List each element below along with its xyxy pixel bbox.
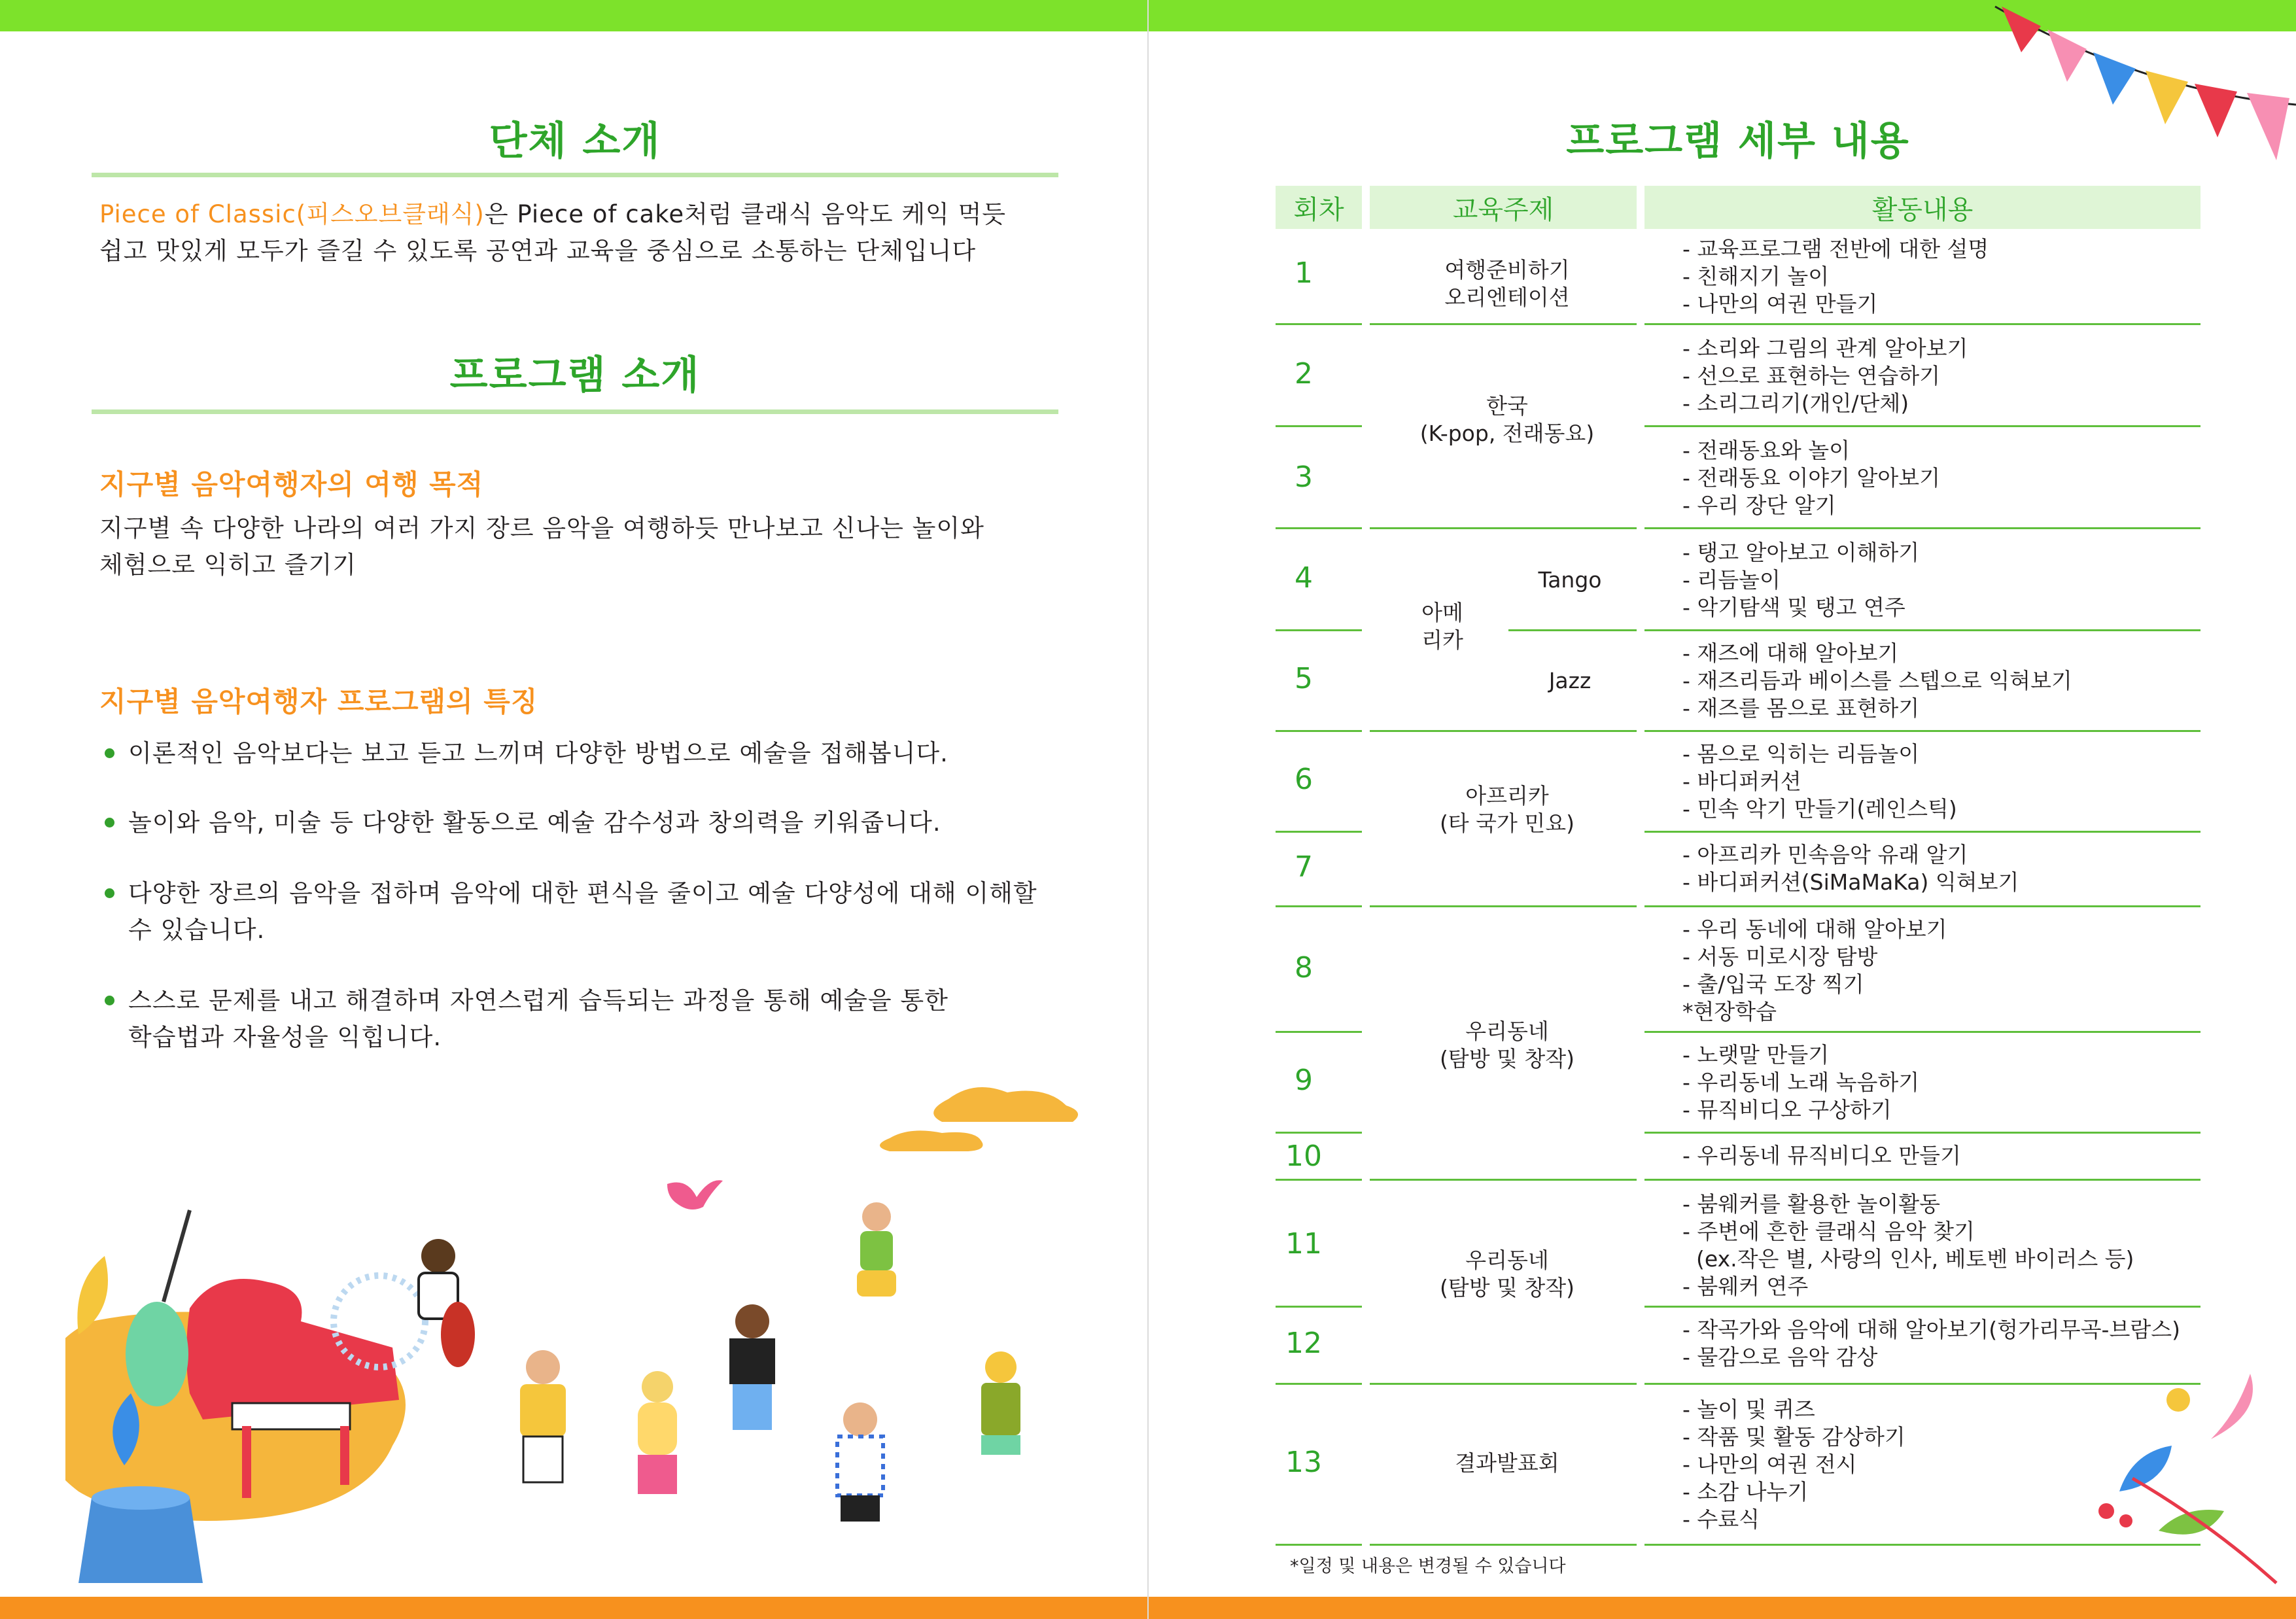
feature-text-cont: 수 있습니다.	[128, 916, 266, 944]
purpose-line1: 지구별 속 다양한 나라의 여러 가지 장르 음악을 여행하듯 만나보고 신나는 놀이와	[99, 514, 984, 542]
bullet-dot-icon	[105, 818, 114, 827]
round-number: 8	[1295, 951, 1313, 984]
flower-decoration	[2080, 1361, 2296, 1596]
activity-cell: - 우리 동네에 대해 알아보기 - 서동 미로시장 탐방 - 출/입국 도장 찍기 *현장학습	[1682, 916, 1947, 1024]
flower-center	[2166, 1388, 2190, 1412]
topic-divider	[1370, 730, 1637, 732]
activity-divider	[1644, 629, 2200, 631]
music-illustration	[65, 1073, 1086, 1590]
activity-divider	[1644, 527, 2200, 529]
round-number: 5	[1295, 662, 1313, 695]
round-number: 10	[1285, 1140, 1322, 1173]
activity-cell: - 놀이 및 퀴즈 - 작품 및 활동 감상하기 - 나만의 여권 전시 - 소감 나누기 - 수료식	[1682, 1397, 1905, 1532]
activity-cell: - 교육프로그램 전반에 대한 설명 - 친해지기 놀이 - 나만의 여권 만들기	[1682, 236, 1989, 317]
schedule-note: *일정 및 내용은 변경될 수 있습니다	[1290, 1556, 1566, 1576]
org-intro-text	[99, 196, 1068, 270]
activity-cell: - 몸으로 익히는 리듬놀이 - 바디퍼커션 - 민속 악기 만들기(레인스틱)	[1682, 741, 1957, 822]
org-line1-rest: 은 Piece of cake처럼 클래식 음악도 케익 먹듯	[484, 200, 1007, 228]
row-divider	[1276, 1179, 1362, 1181]
row-divider	[1276, 905, 1362, 907]
activity-cell: - 탱고 알아보고 이해하기 - 리듬놀이 - 악기탐색 및 탱고 연주	[1682, 540, 1920, 620]
row-divider	[1276, 425, 1362, 427]
org-intro-title: 단체 소개	[489, 118, 661, 164]
bullet-dot-icon	[105, 888, 114, 898]
activity-divider	[1644, 905, 2200, 907]
striped-guitarist-figure	[729, 1304, 775, 1430]
jumping-girl-figure	[981, 1351, 1020, 1455]
piano-leg	[340, 1426, 349, 1485]
feature-item	[105, 805, 1096, 841]
feature-text-cont: 학습법과 자율성을 익힙니다.	[128, 1023, 442, 1051]
round-number: 4	[1295, 561, 1313, 595]
features-title: 지구별 음악여행자 프로그램의 특징	[99, 686, 538, 718]
topic-divider	[1370, 323, 1637, 325]
topic-divider	[1370, 1179, 1637, 1181]
feature-item	[105, 735, 1096, 772]
round-number: 6	[1295, 763, 1313, 796]
topic-cell: 한국 (K-pop, 전래동요)	[1419, 393, 1595, 446]
topic-cell: 아프리카 (타 국가 민요)	[1439, 783, 1575, 836]
bullet-dot-icon	[105, 748, 114, 758]
row-divider	[1276, 527, 1362, 529]
page-fold-line	[1147, 0, 1149, 1619]
singer-figure	[638, 1371, 677, 1494]
topic-divider	[1370, 905, 1637, 907]
cloud-shape	[933, 1087, 1078, 1122]
bunting-flag	[2093, 52, 2136, 105]
row-divider	[1276, 1132, 1362, 1134]
topic-cell: 여행준비하기 오리엔테이션	[1444, 257, 1570, 310]
row-divider	[1276, 1383, 1362, 1385]
program-detail-title: 프로그램 세부 내용	[1566, 118, 1910, 164]
org-intro-rule	[92, 173, 1058, 177]
topic-cell: 우리동네 (탐방 및 창작)	[1439, 1018, 1575, 1071]
topic-cell: 결과발표회	[1455, 1450, 1559, 1476]
round-number: 11	[1285, 1227, 1322, 1261]
cello-shape	[126, 1302, 188, 1406]
activity-divider	[1644, 1132, 2200, 1134]
activity-divider	[1644, 425, 2200, 427]
bunting-string	[1995, 7, 2296, 105]
piano-keys	[232, 1403, 350, 1429]
round-number: 9	[1295, 1064, 1313, 1097]
bunting-flag	[2247, 93, 2289, 160]
topic-cell: 우리동네 (탐방 및 창작)	[1439, 1247, 1575, 1300]
guitar-player-figure	[520, 1350, 566, 1482]
program-intro-rule	[92, 409, 1058, 414]
header-activity: 활동내용	[1644, 186, 2200, 229]
berry-shape	[2119, 1514, 2132, 1527]
org-line2: 쉽고 맛있게 모두가 즐길 수 있도록 공연과 교육을 중심으로 소통하는 단체입니다	[99, 237, 977, 265]
round-number: 7	[1295, 850, 1313, 884]
leaf-shape	[2211, 1374, 2253, 1439]
activity-cell: - 붐웨커를 활용한 놀이활동 - 주변에 흔한 클래식 음악 찾기 (ex.작은 별, 사랑의 인사, 베토벤 바이러스 등) - 붐웨커 연주	[1682, 1191, 2134, 1299]
feature-text: 이론적인 음악보다는 보고 듣고 느끼며 다양한 방법으로 예술을 접해봅니다.	[128, 739, 948, 767]
jumping-boy-figure	[837, 1402, 883, 1522]
berry-shape	[2098, 1503, 2114, 1519]
feature-item	[105, 875, 1096, 949]
header-round: 회차	[1276, 186, 1362, 229]
stump-shape	[78, 1498, 203, 1583]
activity-divider	[1644, 730, 2200, 732]
purpose-title: 지구별 음악여행자의 여행 목적	[99, 468, 484, 500]
topic-subcell: Jazz	[1548, 668, 1592, 693]
activity-cell: - 작곡가와 음악에 대해 알아보기(헝가리무곡-브람스) - 물감으로 음악 감상	[1682, 1317, 2180, 1370]
row-divider	[1276, 323, 1362, 325]
topic-divider	[1370, 527, 1637, 529]
program-intro-title: 프로그램 소개	[449, 353, 701, 398]
round-number: 13	[1285, 1446, 1322, 1479]
row-divider	[1276, 629, 1362, 631]
row-divider	[1276, 831, 1362, 833]
purpose-text	[99, 510, 1068, 583]
activity-divider	[1644, 831, 2200, 833]
piano-leg	[242, 1426, 251, 1498]
topic-divider	[1370, 1383, 1637, 1385]
activity-cell: - 소리와 그림의 관계 알아보기 - 선으로 표현하는 연습하기 - 소리그리기(개인/단체)	[1682, 336, 1968, 416]
activity-divider	[1644, 1306, 2200, 1308]
round-number: 2	[1295, 357, 1313, 391]
topic-cell: 아메 리카	[1421, 600, 1463, 653]
row-divider	[1276, 1306, 1362, 1308]
topic-divider	[1508, 629, 1637, 631]
activity-cell: - 재즈에 대해 알아보기 - 재즈리듬과 베이스를 스텝으로 익혀보기 - 재즈를 몸으로 표현하기	[1682, 640, 2072, 721]
stem-shape	[2132, 1478, 2276, 1583]
row-divider	[1276, 1031, 1362, 1033]
topic-subcell: Tango	[1538, 567, 1602, 593]
round-number: 1	[1295, 256, 1313, 290]
activity-cell: - 아프리카 민속음악 유래 알기 - 바디퍼커션(SiMaMaKa) 익혀보기	[1682, 842, 2019, 895]
bullet-dot-icon	[105, 996, 114, 1005]
row-divider	[1276, 730, 1362, 732]
row-divider	[1276, 1544, 1362, 1546]
round-number: 3	[1295, 461, 1313, 494]
drummer-figure	[419, 1239, 475, 1367]
bird-icon	[667, 1180, 723, 1210]
bunting-flag	[2195, 84, 2237, 137]
activity-cell: - 우리동네 뮤직비디오 만들기	[1682, 1143, 1961, 1168]
stump-top	[92, 1486, 190, 1510]
activity-cell: - 전래동요와 놀이 - 전래동요 이야기 알아보기 - 우리 장단 알기	[1682, 438, 1941, 518]
topic-divider	[1370, 1544, 1637, 1546]
activity-divider	[1644, 323, 2200, 325]
cloud-shape	[880, 1130, 983, 1151]
round-number: 12	[1285, 1327, 1322, 1360]
feature-text: 스스로 문제를 내고 해결하며 자연스럽게 습득되는 과정을 통해 예술을 통한	[128, 986, 948, 1015]
dancer-figure	[857, 1202, 896, 1297]
bunting-flag	[2047, 29, 2087, 82]
feature-text: 다양한 장르의 음악을 접하며 음악에 대한 편식을 줄이고 예술 다양성에 대해 이해할	[128, 879, 1037, 907]
piano-shape	[186, 1279, 399, 1419]
cello-neck	[164, 1210, 190, 1302]
org-name: Piece of Classic(피스오브클래식)	[99, 200, 485, 228]
feature-text: 놀이와 음악, 미술 등 다양한 활동으로 예술 감수성과 창의력을 키워줍니다.	[128, 809, 941, 837]
activity-divider	[1644, 1031, 2200, 1033]
feature-item	[105, 983, 1096, 1056]
activity-cell: - 노랫말 만들기 - 우리동네 노래 녹음하기 - 뮤직비디오 구상하기	[1682, 1042, 1920, 1123]
bunting-flag	[2002, 7, 2041, 52]
purpose-line2: 체험으로 익히고 즐기기	[99, 551, 357, 579]
header-topic: 교육주제	[1370, 186, 1637, 229]
activity-divider	[1644, 1179, 2200, 1181]
